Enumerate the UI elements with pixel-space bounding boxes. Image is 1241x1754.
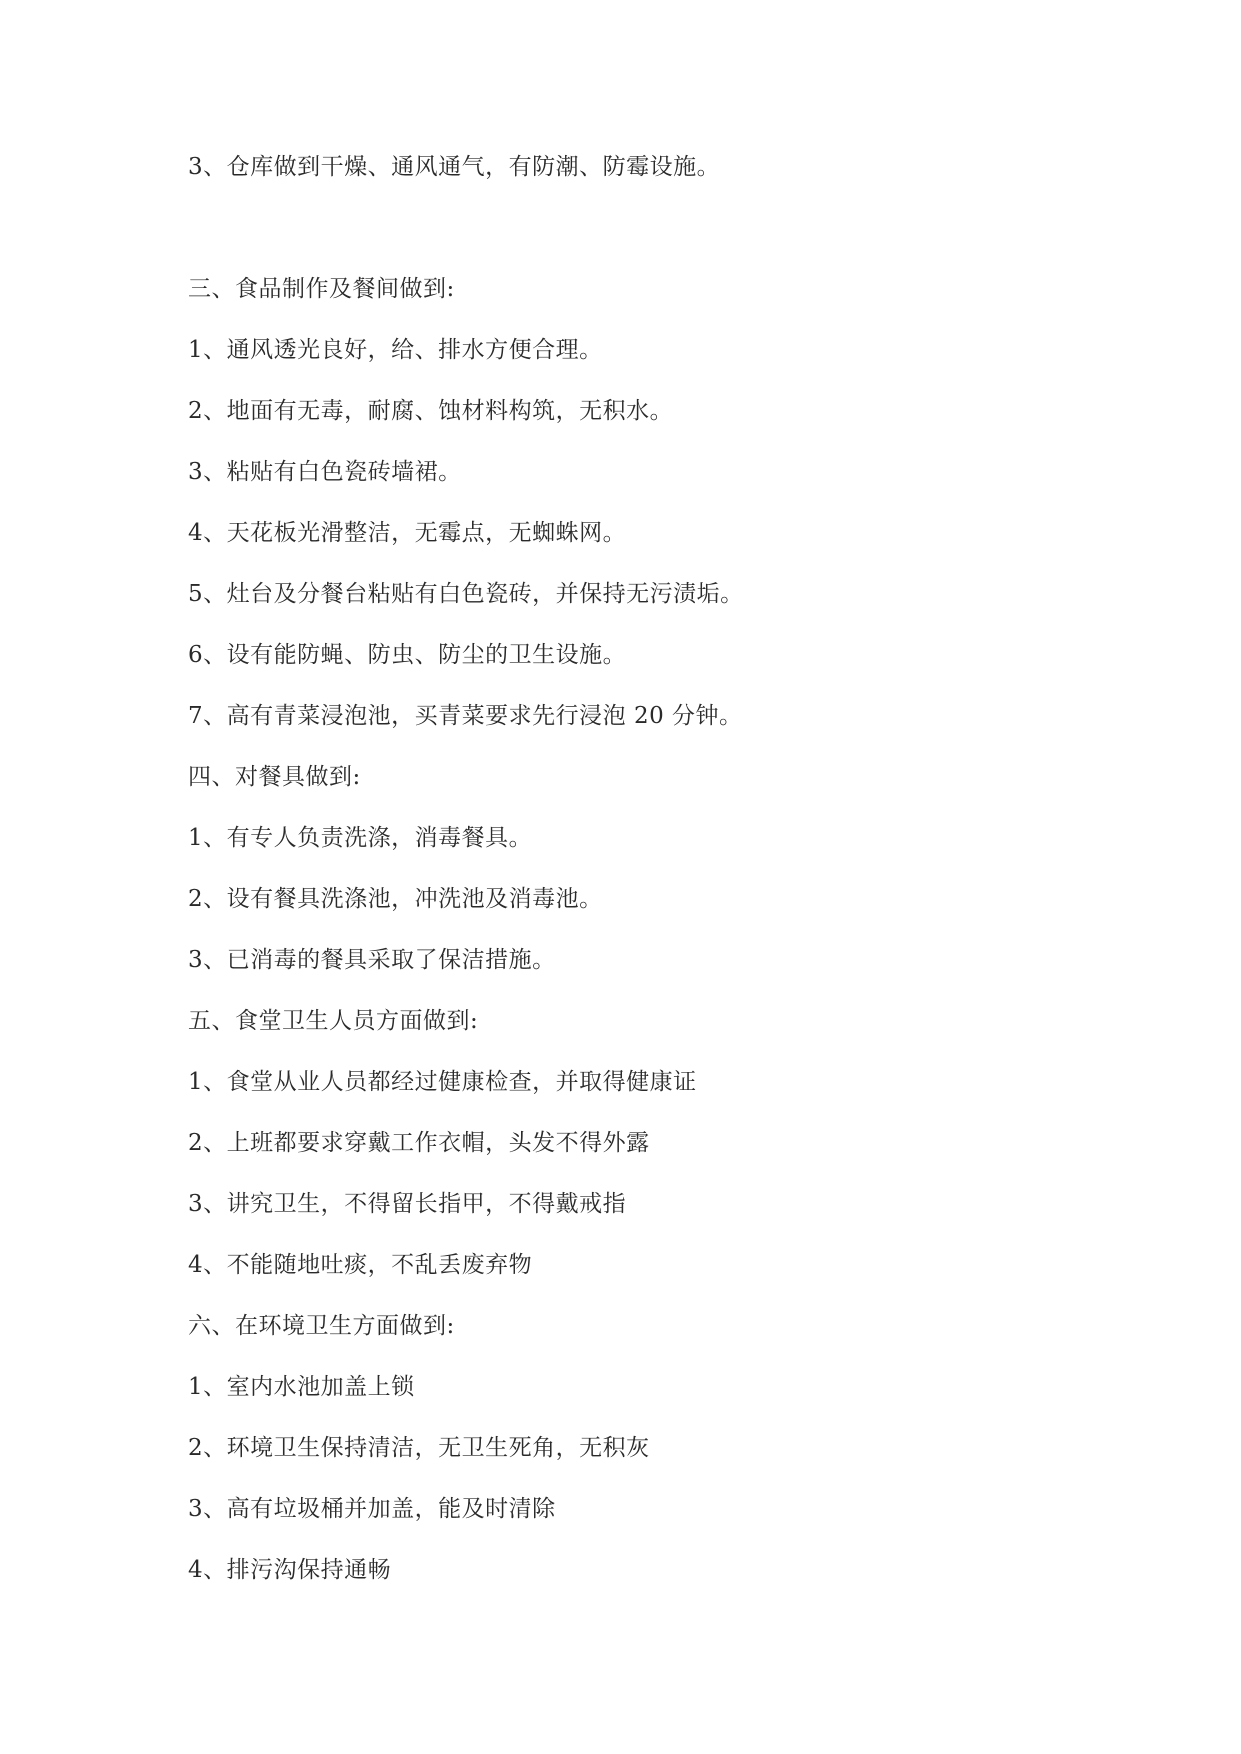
text-line: 2、上班都要求穿戴工作衣帽，头发不得外露 [188, 1130, 650, 1156]
section-heading: 六、在环境卫生方面做到: [188, 1313, 455, 1339]
text-line: 1、食堂从业人员都经过健康检查，并取得健康证 [188, 1069, 697, 1095]
text-line: 4、排污沟保持通畅 [188, 1557, 392, 1583]
section-heading: 四、对餐具做到: [188, 764, 361, 790]
text-line: 3、高有垃圾桶并加盖，能及时清除 [188, 1496, 556, 1522]
text-line: 2、环境卫生保持清洁，无卫生死角，无积灰 [188, 1435, 650, 1461]
text-line: 3、讲究卫生，不得留长指甲，不得戴戒指 [188, 1191, 627, 1217]
text-line: 2、设有餐具洗涤池，冲洗池及消毒池。 [188, 886, 603, 912]
text-line: 2、地面有无毒，耐腐、蚀材料构筑，无积水。 [188, 398, 674, 424]
section-heading: 三、食品制作及餐间做到: [188, 276, 455, 302]
text-line: 1、通风透光良好，给、排水方便合理。 [188, 337, 603, 363]
section-heading: 五、食堂卫生人员方面做到: [188, 1008, 479, 1034]
text-line: 5、灶台及分餐台粘贴有白色瓷砖，并保持无污渍垢。 [188, 581, 744, 607]
text-line: 4、不能随地吐痰，不乱丢废弃物 [188, 1252, 533, 1278]
text-line: 4、天花板光滑整洁，无霉点，无蜘蛛网。 [188, 520, 627, 546]
text-line: 7、高有青菜浸泡池，买青菜要求先行浸泡 20 分钟。 [188, 703, 743, 729]
text-line: 3、已消毒的餐具采取了保洁措施。 [188, 947, 556, 973]
text-line: 1、室内水池加盖上锁 [188, 1374, 415, 1400]
text-line: 3、仓库做到干燥、通风通气，有防潮、防霉设施。 [188, 154, 721, 180]
text-line: 6、设有能防蝇、防虫、防尘的卫生设施。 [188, 642, 627, 668]
text-line: 3、粘贴有白色瓷砖墙裙。 [188, 459, 462, 485]
text-line: 1、有专人负责洗涤，消毒餐具。 [188, 825, 533, 851]
